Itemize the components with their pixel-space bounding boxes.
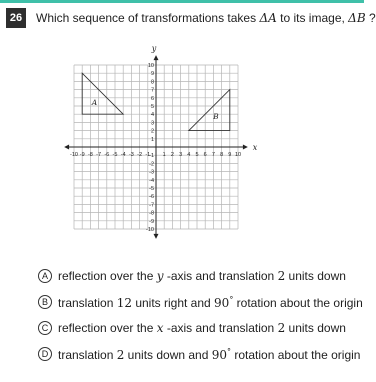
x-tick-label: 1 bbox=[162, 152, 166, 158]
y-tick-label: 2 bbox=[150, 128, 154, 135]
y-axis-label: y bbox=[151, 44, 157, 54]
y-tick-label: -3 bbox=[149, 169, 154, 176]
choice-text-part: 90 bbox=[211, 347, 228, 362]
choice-text-part: reflection over the bbox=[58, 321, 157, 335]
choice-text-part: 90 bbox=[214, 295, 230, 310]
triangle-b bbox=[189, 90, 230, 131]
choice-text-part: ° bbox=[227, 346, 232, 356]
answer-choice-c[interactable] bbox=[38, 320, 346, 336]
y-tick-label: -9 bbox=[149, 218, 154, 225]
x-tick-label: 5 bbox=[195, 152, 199, 158]
y-tick-label: -1 bbox=[149, 153, 154, 160]
y-tick-label: 3 bbox=[150, 120, 154, 127]
x-tick-label: -8 bbox=[87, 152, 93, 158]
choice-text-part: units right and bbox=[131, 295, 215, 310]
choice-text-part: units down bbox=[285, 321, 346, 335]
y-tick-label: 1 bbox=[150, 136, 154, 143]
choice-text-part: reflection over the bbox=[58, 269, 157, 283]
x-tick-label: -6 bbox=[104, 152, 110, 158]
question-text-middle: to its image, bbox=[276, 11, 349, 25]
triangle-a-symbol: ΔA bbox=[259, 11, 277, 25]
choice-text-part: translation bbox=[58, 347, 117, 362]
x-tick-label: 6 bbox=[203, 152, 207, 158]
choice-text bbox=[58, 295, 363, 310]
x-tick-label: 2 bbox=[170, 152, 174, 158]
x-tick-label: -5 bbox=[112, 152, 118, 158]
y-tick-label: -5 bbox=[149, 186, 154, 192]
choice-text-part: y bbox=[156, 269, 164, 283]
choice-letter-badge: C bbox=[38, 321, 52, 335]
question-text-after: ? bbox=[365, 11, 376, 25]
triangle-b-label: B bbox=[213, 111, 219, 121]
y-tick-label: 7 bbox=[150, 87, 154, 94]
y-tick-label: 4 bbox=[150, 112, 154, 119]
choice-text-part: -axis and translation bbox=[163, 321, 278, 335]
y-tick-label: 10 bbox=[147, 63, 154, 69]
x-axis-arrow-left bbox=[64, 145, 69, 150]
x-tick-label: 9 bbox=[228, 152, 232, 158]
choice-text-part: units down and bbox=[124, 347, 212, 362]
x-tick-label: 10 bbox=[234, 152, 242, 158]
y-axis-arrow-down bbox=[154, 234, 159, 239]
choice-text-part: 2 bbox=[277, 269, 286, 283]
x-tick-label: 7 bbox=[211, 152, 215, 158]
x-tick-label: -9 bbox=[79, 152, 85, 158]
x-tick-label: -4 bbox=[120, 152, 126, 158]
choice-text-part: 2 bbox=[116, 347, 125, 362]
x-tick-label: -7 bbox=[96, 152, 102, 158]
x-tick-label: -3 bbox=[128, 152, 134, 158]
x-tick-label: -1 bbox=[145, 152, 151, 158]
triangle-b-symbol: ΔB bbox=[348, 11, 366, 25]
y-tick-label: 5 bbox=[150, 104, 154, 110]
x-tick-label: 4 bbox=[187, 152, 191, 158]
choice-text bbox=[58, 347, 360, 362]
choice-letter-badge: B bbox=[38, 295, 52, 309]
choice-text-part: translation bbox=[58, 295, 117, 310]
choice-text-part: rotation about the origin bbox=[231, 347, 361, 362]
x-axis-label: x bbox=[252, 143, 258, 152]
y-tick-label: 6 bbox=[150, 95, 154, 102]
y-tick-label: 8 bbox=[150, 79, 154, 86]
triangle-a-label: A bbox=[91, 97, 98, 107]
x-tick-label: -2 bbox=[137, 152, 143, 158]
choice-text-part: 2 bbox=[277, 321, 286, 335]
answer-choice-b[interactable] bbox=[38, 294, 363, 310]
choice-text-part: -axis and translation bbox=[163, 269, 278, 283]
y-tick-label: 9 bbox=[150, 71, 154, 78]
x-tick-label: 3 bbox=[179, 152, 183, 158]
y-tick-label: -10 bbox=[146, 227, 154, 233]
y-axis-arrow-up bbox=[154, 55, 159, 60]
question-number-badge: 26 bbox=[6, 8, 26, 28]
triangle-a bbox=[82, 73, 123, 114]
choice-text bbox=[58, 321, 346, 335]
choice-letter-badge: A bbox=[38, 269, 52, 283]
choice-text-part: units down bbox=[285, 269, 346, 283]
y-tick-label: -8 bbox=[149, 210, 154, 217]
y-tick-label: -4 bbox=[149, 177, 154, 184]
choice-text-part: rotation about the origin bbox=[233, 295, 363, 310]
y-tick-label: -6 bbox=[149, 194, 154, 201]
answer-choice-a[interactable] bbox=[38, 268, 346, 284]
x-tick-label: -10 bbox=[70, 152, 78, 158]
choice-text-part: ° bbox=[229, 294, 234, 304]
choice-text bbox=[58, 269, 346, 283]
y-tick-label: -7 bbox=[149, 202, 154, 209]
x-axis-arrow-right bbox=[243, 145, 248, 150]
choice-letter-badge: D bbox=[38, 347, 52, 361]
answer-choice-d[interactable] bbox=[38, 346, 360, 362]
question-text-before: Which sequence of transformations takes bbox=[36, 11, 260, 25]
choice-text-part: x bbox=[156, 321, 164, 335]
choice-text-part: 12 bbox=[116, 295, 132, 310]
x-tick-label: 8 bbox=[220, 152, 224, 158]
y-tick-label: -2 bbox=[149, 161, 154, 168]
